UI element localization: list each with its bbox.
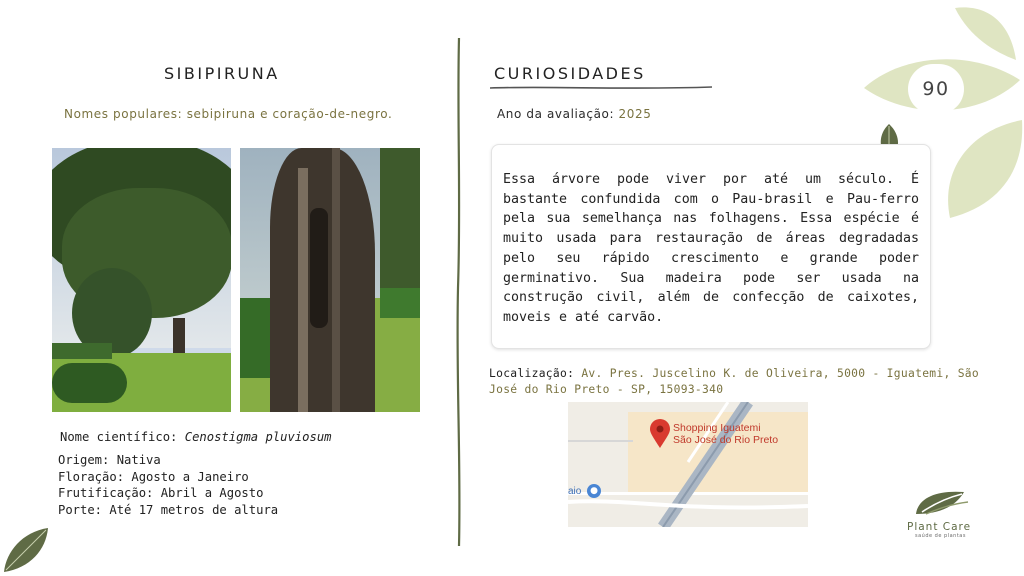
species-title: SIBIPIRUNA xyxy=(164,64,280,83)
brand-name: Plant Care xyxy=(907,521,972,533)
size-line: Porte: Até 17 metros de altura xyxy=(58,502,279,517)
fruiting-line: Frutificação: Abril a Agosto xyxy=(58,486,264,500)
origin-line: Origem: Nativa xyxy=(58,453,161,467)
map-partial-label: aio xyxy=(568,486,582,497)
score-badge xyxy=(908,64,964,114)
score-number: 90 xyxy=(922,78,950,100)
evaluation-year xyxy=(497,107,652,121)
species-details xyxy=(58,452,278,518)
map-place-line1: Shopping Iguatemi xyxy=(673,422,761,434)
leaf-shape xyxy=(955,7,1016,60)
year-value: 2025 xyxy=(618,107,652,121)
popular-names: Nomes populares: sebipiruna e coração-de-negro. xyxy=(64,107,393,121)
location-label: Localização: xyxy=(489,367,582,380)
scientific-name-line xyxy=(60,429,332,446)
scientific-label: Nome científico: xyxy=(60,430,185,444)
corner-leaf-icon xyxy=(0,524,52,576)
plant-care-logo-icon xyxy=(912,488,970,518)
flowering-line: Floração: Agosto a Janeiro xyxy=(58,469,249,484)
map-pin-icon xyxy=(649,419,671,449)
shopping-bag-icon: ● xyxy=(587,484,601,498)
location-line xyxy=(489,366,979,397)
leaf-shape xyxy=(948,120,1022,218)
tree-photo xyxy=(52,148,231,412)
curiosity-text: Essa árvore pode viver por até um século. É bastante confundida com o Pau-brasil e Pau-ferro pela sua semelhança nas folhagens. Essa espécie é muito usada para restauração de áreas degradadas pelo seu rápido crescimento e grande poder germinativo. Sua madeira pode ser usada na construção civil, além de confecção de caixotes, moveis e até carvão. xyxy=(503,172,919,325)
map-place-line2: São José do Rio Preto xyxy=(673,434,779,446)
map-place-label xyxy=(673,422,778,446)
year-label: Ano da avaliação: xyxy=(497,107,619,121)
curiosity-card xyxy=(491,144,931,349)
scientific-name: Cenostigma pluviosum xyxy=(184,430,332,444)
location-map[interactable] xyxy=(568,402,808,527)
curiosities-title: CURIOSIDADES xyxy=(494,64,646,83)
title-underline xyxy=(490,84,712,92)
center-divider xyxy=(454,38,464,546)
brand-tagline: saúde de plantas xyxy=(915,533,966,539)
trunk-photo xyxy=(240,148,420,412)
location-address: Av. Pres. Juscelino K. de Oliveira, 5000 - Iguatemi, São José do Rio Preto - SP, 15093-340 xyxy=(489,367,980,396)
